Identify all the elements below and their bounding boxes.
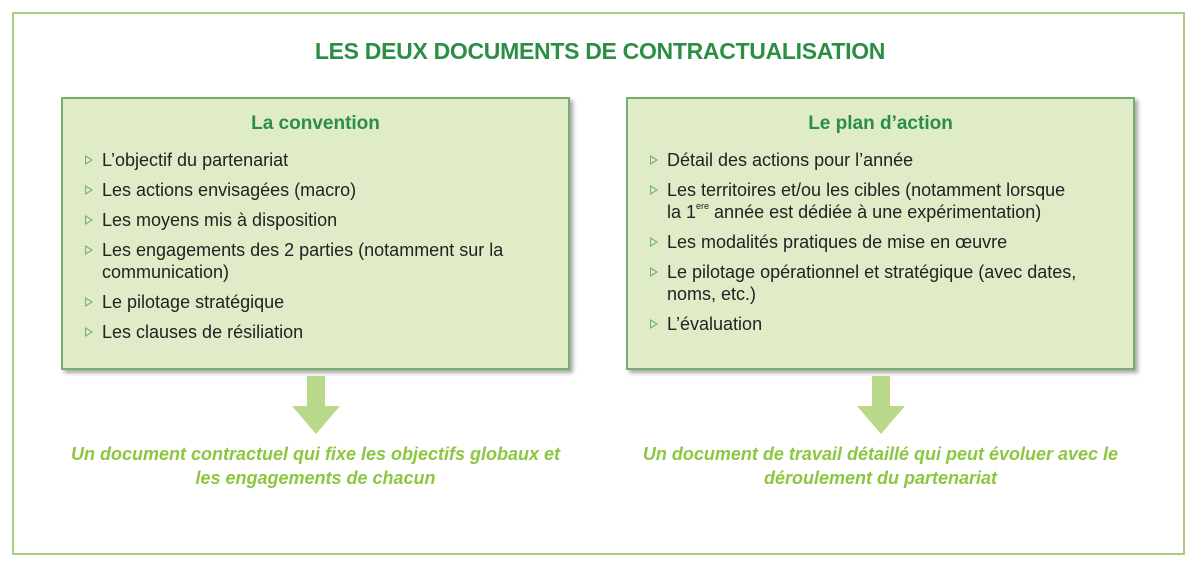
- plan-action-list: [628, 149, 1133, 335]
- triangle-bullet-icon: [85, 297, 93, 307]
- plan-action-caption: Un document de travail détaillé qui peut évoluer avec le déroulement du partenariat: [642, 444, 1119, 488]
- triangle-bullet-icon: [650, 267, 658, 277]
- convention-caption: Un document contractuel qui fixe les objectifs globaux et les engagements de chacun: [70, 444, 561, 488]
- triangle-bullet-icon: [85, 185, 93, 195]
- triangle-bullet-icon: [85, 155, 93, 165]
- list-item: Détail des actions pour l’année: [650, 149, 1115, 171]
- triangle-bullet-icon: [650, 155, 658, 165]
- list-item: Le pilotage stratégique: [85, 291, 550, 313]
- triangle-bullet-icon: [650, 237, 658, 247]
- triangle-bullet-icon: [85, 327, 93, 337]
- triangle-bullet-icon: [85, 245, 93, 255]
- down-arrow-icon: [857, 376, 905, 434]
- list-item: L’évaluation: [650, 313, 1115, 335]
- convention-list: [63, 149, 568, 343]
- triangle-bullet-icon: [650, 185, 658, 195]
- list-item: Les engagements des 2 parties (notamment sur la communication): [85, 239, 550, 283]
- list-item: Les clauses de résiliation: [85, 321, 550, 343]
- list-item: Les moyens mis à disposition: [85, 209, 550, 231]
- convention-title: La convention: [251, 113, 380, 134]
- list-item: Les modalités pratiques de mise en œuvre: [650, 231, 1115, 253]
- list-item: Les actions envisagées (macro): [85, 179, 550, 201]
- triangle-bullet-icon: [650, 319, 658, 329]
- list-item: L’objectif du partenariat: [85, 149, 550, 171]
- list-item: Les territoires et/ou les cibles (notamment lorsque la 1ere année est dédiée à une expérimentation): [650, 179, 1115, 223]
- down-arrow-icon: [292, 376, 340, 434]
- triangle-bullet-icon: [85, 215, 93, 225]
- page-title: LES DEUX DOCUMENTS DE CONTRACTUALISATION: [314, 38, 886, 64]
- plan-action-box: [626, 97, 1135, 370]
- list-item: Le pilotage opérationnel et stratégique (avec dates, noms, etc.): [650, 261, 1115, 305]
- plan-action-title: Le plan d’action: [808, 113, 953, 134]
- convention-box: [61, 97, 570, 370]
